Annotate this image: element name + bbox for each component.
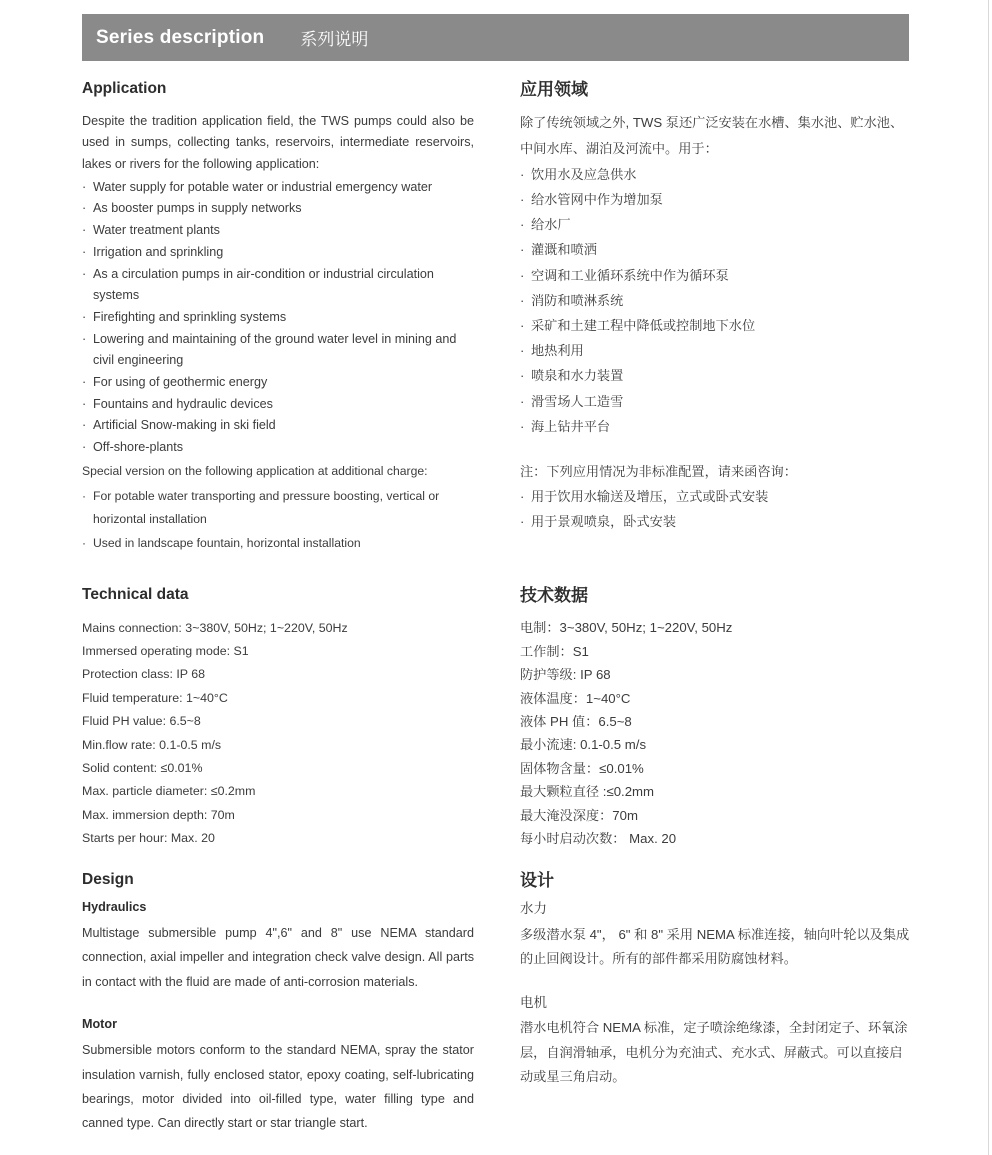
list-item: · As booster pumps in supply networks	[82, 198, 474, 220]
application-heading-en: Application	[82, 80, 167, 97]
bullet-icon: ·	[520, 192, 525, 207]
bullet-icon: ·	[82, 244, 87, 259]
application-row	[82, 80, 910, 459]
bullet-icon: ·	[82, 223, 87, 238]
design-section-en	[82, 871, 474, 1135]
technical-heading-en: Technical data	[82, 586, 189, 603]
spec-item: 最大颗粒直径 :≤0.2mm	[520, 784, 654, 800]
special-version-row	[82, 460, 910, 555]
hydraulics-block-en	[82, 899, 474, 994]
motor-subheading-en: Motor	[82, 1016, 117, 1031]
banner-title-zh: 系列说明	[300, 30, 369, 49]
spec-item: 每小时启动次数： Max. 20	[520, 831, 677, 847]
spec-item: 防护等级: IP 68	[520, 667, 611, 683]
bullet-icon: ·	[520, 292, 525, 308]
list-item: · 灌溉和喷洒	[520, 237, 910, 262]
bullet-icon: ·	[82, 535, 87, 550]
bullet-icon: ·	[520, 343, 525, 359]
spec-item: 液体温度：1~40°C	[520, 690, 631, 706]
bullet-icon: ·	[82, 179, 87, 194]
technical-section-zh	[520, 586, 910, 851]
list-item: · As a circulation pumps in air-condition or industrial circulation systems	[82, 264, 474, 307]
bullet-icon: ·	[520, 267, 525, 283]
technical-list-en	[82, 617, 474, 851]
design-heading-en: Design	[82, 871, 134, 888]
list-item: · 采矿和土建工程中降低或控制地下水位	[520, 313, 910, 338]
list-item: · Water treatment plants	[82, 220, 474, 242]
bullet-icon: ·	[82, 266, 87, 281]
list-item: · Irrigation and sprinkling	[82, 242, 474, 264]
list-item: · 消防和喷淋系统	[520, 288, 910, 313]
special-list-en	[82, 485, 474, 556]
application-list-zh	[520, 162, 910, 439]
list-item: · 空调和工业循环系统中作为循环泵	[520, 263, 910, 288]
list-item: · Artificial Snow-making in ski field	[82, 415, 474, 437]
bullet-icon: ·	[82, 375, 87, 390]
hydraulics-text-en: Multistage submersible pump 4",6" and 8" use NEMA standard connection, axial impeller and integration check valve design. All parts in contact with the fluid are made of anti-corrosion materials.	[82, 925, 474, 989]
bullet-icon: ·	[82, 440, 87, 455]
bullet-icon: ·	[82, 331, 87, 346]
spec-item: Min.flow rate: 0.1-0.5 m/s	[82, 737, 222, 752]
spec-item: Mains connection: 3~380V, 50Hz; 1~220V, 50Hz	[82, 620, 348, 635]
hydraulics-subheading-zh: 水力	[520, 901, 547, 917]
bullet-icon: ·	[520, 393, 525, 409]
bullet-icon: ·	[82, 418, 87, 433]
motor-subheading-zh: 电机	[520, 994, 547, 1010]
list-item: · Off-shore-plants	[82, 437, 474, 459]
list-item: · Firefighting and sprinkling systems	[82, 307, 474, 329]
bullet-icon: ·	[82, 201, 87, 216]
bullet-icon: ·	[520, 217, 525, 233]
list-item: · For potable water transporting and pressure boosting, vertical or horizontal installation	[82, 485, 474, 532]
motor-block-en	[82, 1016, 474, 1136]
application-intro-en: Despite the tradition application field, the TWS pumps could also be used in sumps, collecting tanks, reservoirs, intermediate reservoirs, lakes or rivers for the following application:	[82, 113, 474, 171]
technical-section-en	[82, 586, 474, 851]
list-item: · 用于饮用水输送及增压，立式或卧式安装	[520, 485, 910, 509]
bullet-icon: ·	[520, 513, 525, 529]
list-item: · Water supply for potable water or industrial emergency water	[82, 177, 474, 199]
special-section-zh	[520, 460, 910, 555]
application-list-en	[82, 177, 474, 459]
technical-list-zh	[520, 616, 910, 850]
bullet-icon: ·	[520, 368, 525, 384]
special-list-zh	[520, 485, 910, 534]
spec-item: Immersed operating mode: S1	[82, 644, 249, 658]
special-section-en	[82, 460, 474, 555]
special-intro-en: Special version on the following application at additional charge:	[82, 464, 428, 478]
hydraulics-block-zh	[520, 900, 910, 972]
series-description-banner	[82, 14, 909, 61]
list-item: · 海上钻井平台	[520, 414, 910, 439]
list-item: · 用于景观喷泉，卧式安装	[520, 510, 910, 534]
technical-heading-zh: 技术数据	[520, 586, 588, 605]
bullet-icon: ·	[520, 418, 525, 434]
page-edge-line	[988, 0, 989, 1155]
list-item: · 给水管网中作为增加泵	[520, 187, 910, 212]
design-row	[82, 871, 910, 1135]
list-item: · 滑雪场人工造雪	[520, 389, 910, 414]
bullet-icon: ·	[82, 396, 87, 411]
spec-item: Fluid PH value: 6.5~8	[82, 714, 201, 729]
design-heading-zh: 设计	[520, 871, 554, 890]
spec-item: 工作制：S1	[520, 643, 589, 659]
motor-text-zh: 潜水电机符合 NEMA 标准，定子喷涂绝缘漆，全封闭定子、环氧涂层，自润滑轴承，电机分为充油式、充水式、屏蔽式。可以直接启动或星三角启动。	[520, 1020, 908, 1085]
bullet-icon: ·	[520, 489, 525, 505]
spec-item: Protection class: IP 68	[82, 667, 206, 682]
hydraulics-text-zh: 多级潜水泵 4"， 6" 和 8" 采用 NEMA 标准连接，轴向叶轮以及集成的止回阀设计。所有的部件都采用防腐蚀材料。	[520, 926, 910, 967]
special-intro-zh: 注：下列应用情况为非标准配置，请来函咨询：	[520, 464, 797, 479]
bullet-icon: ·	[520, 166, 525, 182]
list-item: · 饮用水及应急供水	[520, 162, 910, 187]
design-section-zh	[520, 871, 910, 1135]
motor-block-zh	[520, 994, 910, 1090]
spec-item: 液体 PH 值：6.5~8	[520, 714, 632, 730]
list-item: · 地热利用	[520, 338, 910, 363]
banner-title-en: Series description	[96, 26, 265, 48]
spec-item: Max. immersion depth: 70m	[82, 807, 235, 822]
spec-item: 最大淹没深度：70m	[520, 807, 638, 823]
spec-item: Fluid temperature: 1~40°C	[82, 690, 228, 705]
list-item: · 给水厂	[520, 212, 910, 237]
list-item: · 喷泉和水力装置	[520, 363, 910, 388]
spec-item: 电制：3~380V, 50Hz; 1~220V, 50Hz	[520, 620, 733, 636]
list-item: · Fountains and hydraulic devices	[82, 394, 474, 416]
hydraulics-subheading-en: Hydraulics	[82, 899, 147, 914]
spec-item: Solid content: ≤0.01%	[82, 761, 203, 776]
application-heading-zh: 应用领域	[520, 80, 588, 99]
bullet-icon: ·	[82, 488, 87, 503]
bullet-icon: ·	[520, 242, 525, 258]
bullet-icon: ·	[82, 309, 87, 324]
bullet-icon: ·	[520, 318, 525, 334]
technical-data-row	[82, 586, 910, 851]
spec-item: Max. particle diameter: ≤0.2mm	[82, 784, 256, 799]
spec-item: Starts per hour: Max. 20	[82, 831, 215, 846]
motor-text-en: Submersible motors conform to the standard NEMA, spray the stator insulation varnish, fully enclosed stator, epoxy coating, self-lubricating bearings, motor divided into oil-filled type, water filling type and canned type. Can directly start or star triangle start.	[82, 1043, 474, 1131]
application-section-en	[82, 80, 474, 459]
list-item: · Lowering and maintaining of the ground water level in mining and civil engineering	[82, 329, 474, 372]
application-section-zh	[520, 80, 910, 459]
list-item: · For using of geothermic energy	[82, 372, 474, 394]
spec-item: 固体物含量：≤0.01%	[520, 760, 644, 776]
spec-item: 最小流速: 0.1-0.5 m/s	[520, 737, 647, 753]
list-item: · Used in landscape fountain, horizontal installation	[82, 532, 474, 556]
application-intro-zh: 除了传统领域之外, TWS 泵还广泛安装在水槽、集水池、贮水池、中间水库、湖泊及河流中。用于：	[520, 115, 904, 156]
